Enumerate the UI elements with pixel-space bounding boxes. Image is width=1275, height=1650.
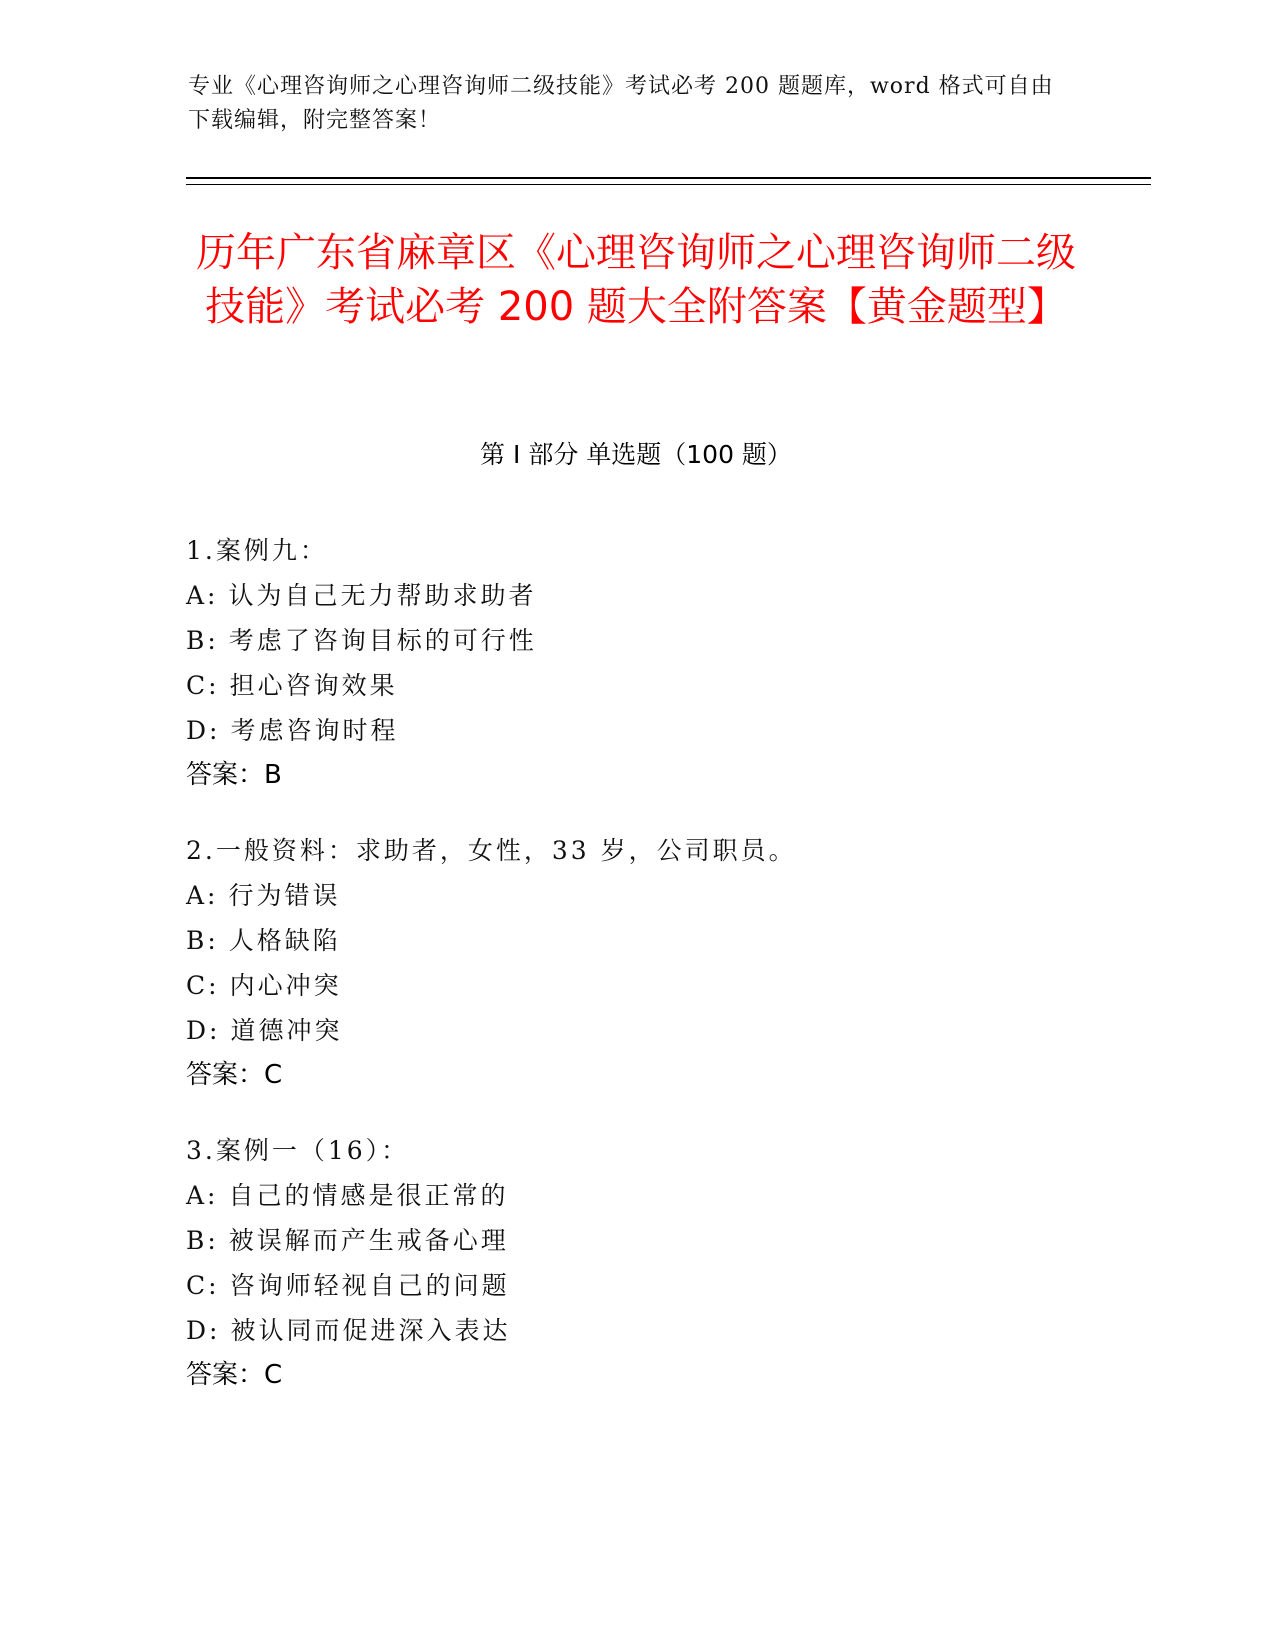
- option-d: [186, 1308, 1086, 1353]
- option-d: [186, 1008, 1086, 1053]
- option-text: 被误解而产生戒备心理: [228, 1226, 509, 1255]
- option-letter: C:: [186, 971, 220, 1000]
- question-stem: 2.一般资料：求助者，女性，33 岁，公司职员。: [186, 836, 797, 865]
- header-divider-thin: [186, 184, 1151, 185]
- option-a: [186, 1173, 1086, 1218]
- answer-line: 答案：C: [186, 1060, 283, 1090]
- option-b: [186, 618, 1086, 663]
- option-letter: B:: [186, 1226, 219, 1255]
- option-text: 人格缺陷: [228, 926, 341, 955]
- answer-line: 答案：C: [186, 1360, 283, 1390]
- header-divider-thick: [186, 177, 1151, 179]
- option-text: 咨询师轻视自己的问题: [229, 1271, 510, 1300]
- option-a: [186, 573, 1086, 618]
- option-letter: B:: [186, 626, 219, 655]
- question-list: [186, 528, 1086, 1428]
- option-b: [186, 918, 1086, 963]
- question-stem: 3.案例一（16）：: [186, 1136, 410, 1165]
- option-text: 考虑咨询时程: [230, 716, 399, 745]
- option-c: [186, 1263, 1086, 1308]
- section-heading: 第 I 部分 单选题（100 题）: [480, 440, 792, 469]
- question-stem: 1.案例九：: [186, 536, 328, 565]
- answer-line: 答案：B: [186, 760, 282, 790]
- document-title: 历年广东省麻章区《心理咨询师之心理咨询师二级技能》考试必考 200 题大全附答案【黄金题型】: [196, 230, 1076, 330]
- option-b: [186, 1218, 1086, 1263]
- option-letter: B:: [186, 926, 219, 955]
- option-text: 认为自己无力帮助求助者: [228, 581, 537, 610]
- option-letter: D:: [186, 716, 221, 745]
- option-text: 考虑了咨询目标的可行性: [228, 626, 537, 655]
- option-letter: A:: [186, 581, 219, 610]
- header-note: 专业《心理咨询师之心理咨询师二级技能》考试必考 200 题题库，word 格式可自由下载编辑，附完整答案！: [188, 74, 1054, 133]
- option-text: 内心冲突: [229, 971, 342, 1000]
- option-text: 行为错误: [228, 881, 341, 910]
- option-letter: D:: [186, 1316, 221, 1345]
- option-letter: A:: [186, 881, 219, 910]
- option-letter: C:: [186, 671, 220, 700]
- option-text: 被认同而促进深入表达: [230, 1316, 511, 1345]
- question-1: [186, 528, 1086, 798]
- option-letter: D:: [186, 1016, 221, 1045]
- option-letter: A:: [186, 1181, 219, 1210]
- question-3: [186, 1128, 1086, 1398]
- question-2: [186, 828, 1086, 1098]
- option-text: 自己的情感是很正常的: [228, 1181, 509, 1210]
- option-text: 道德冲突: [230, 1016, 343, 1045]
- option-text: 担心咨询效果: [229, 671, 398, 700]
- option-c: [186, 963, 1086, 1008]
- option-a: [186, 873, 1086, 918]
- option-d: [186, 708, 1086, 753]
- option-letter: C:: [186, 1271, 220, 1300]
- option-c: [186, 663, 1086, 708]
